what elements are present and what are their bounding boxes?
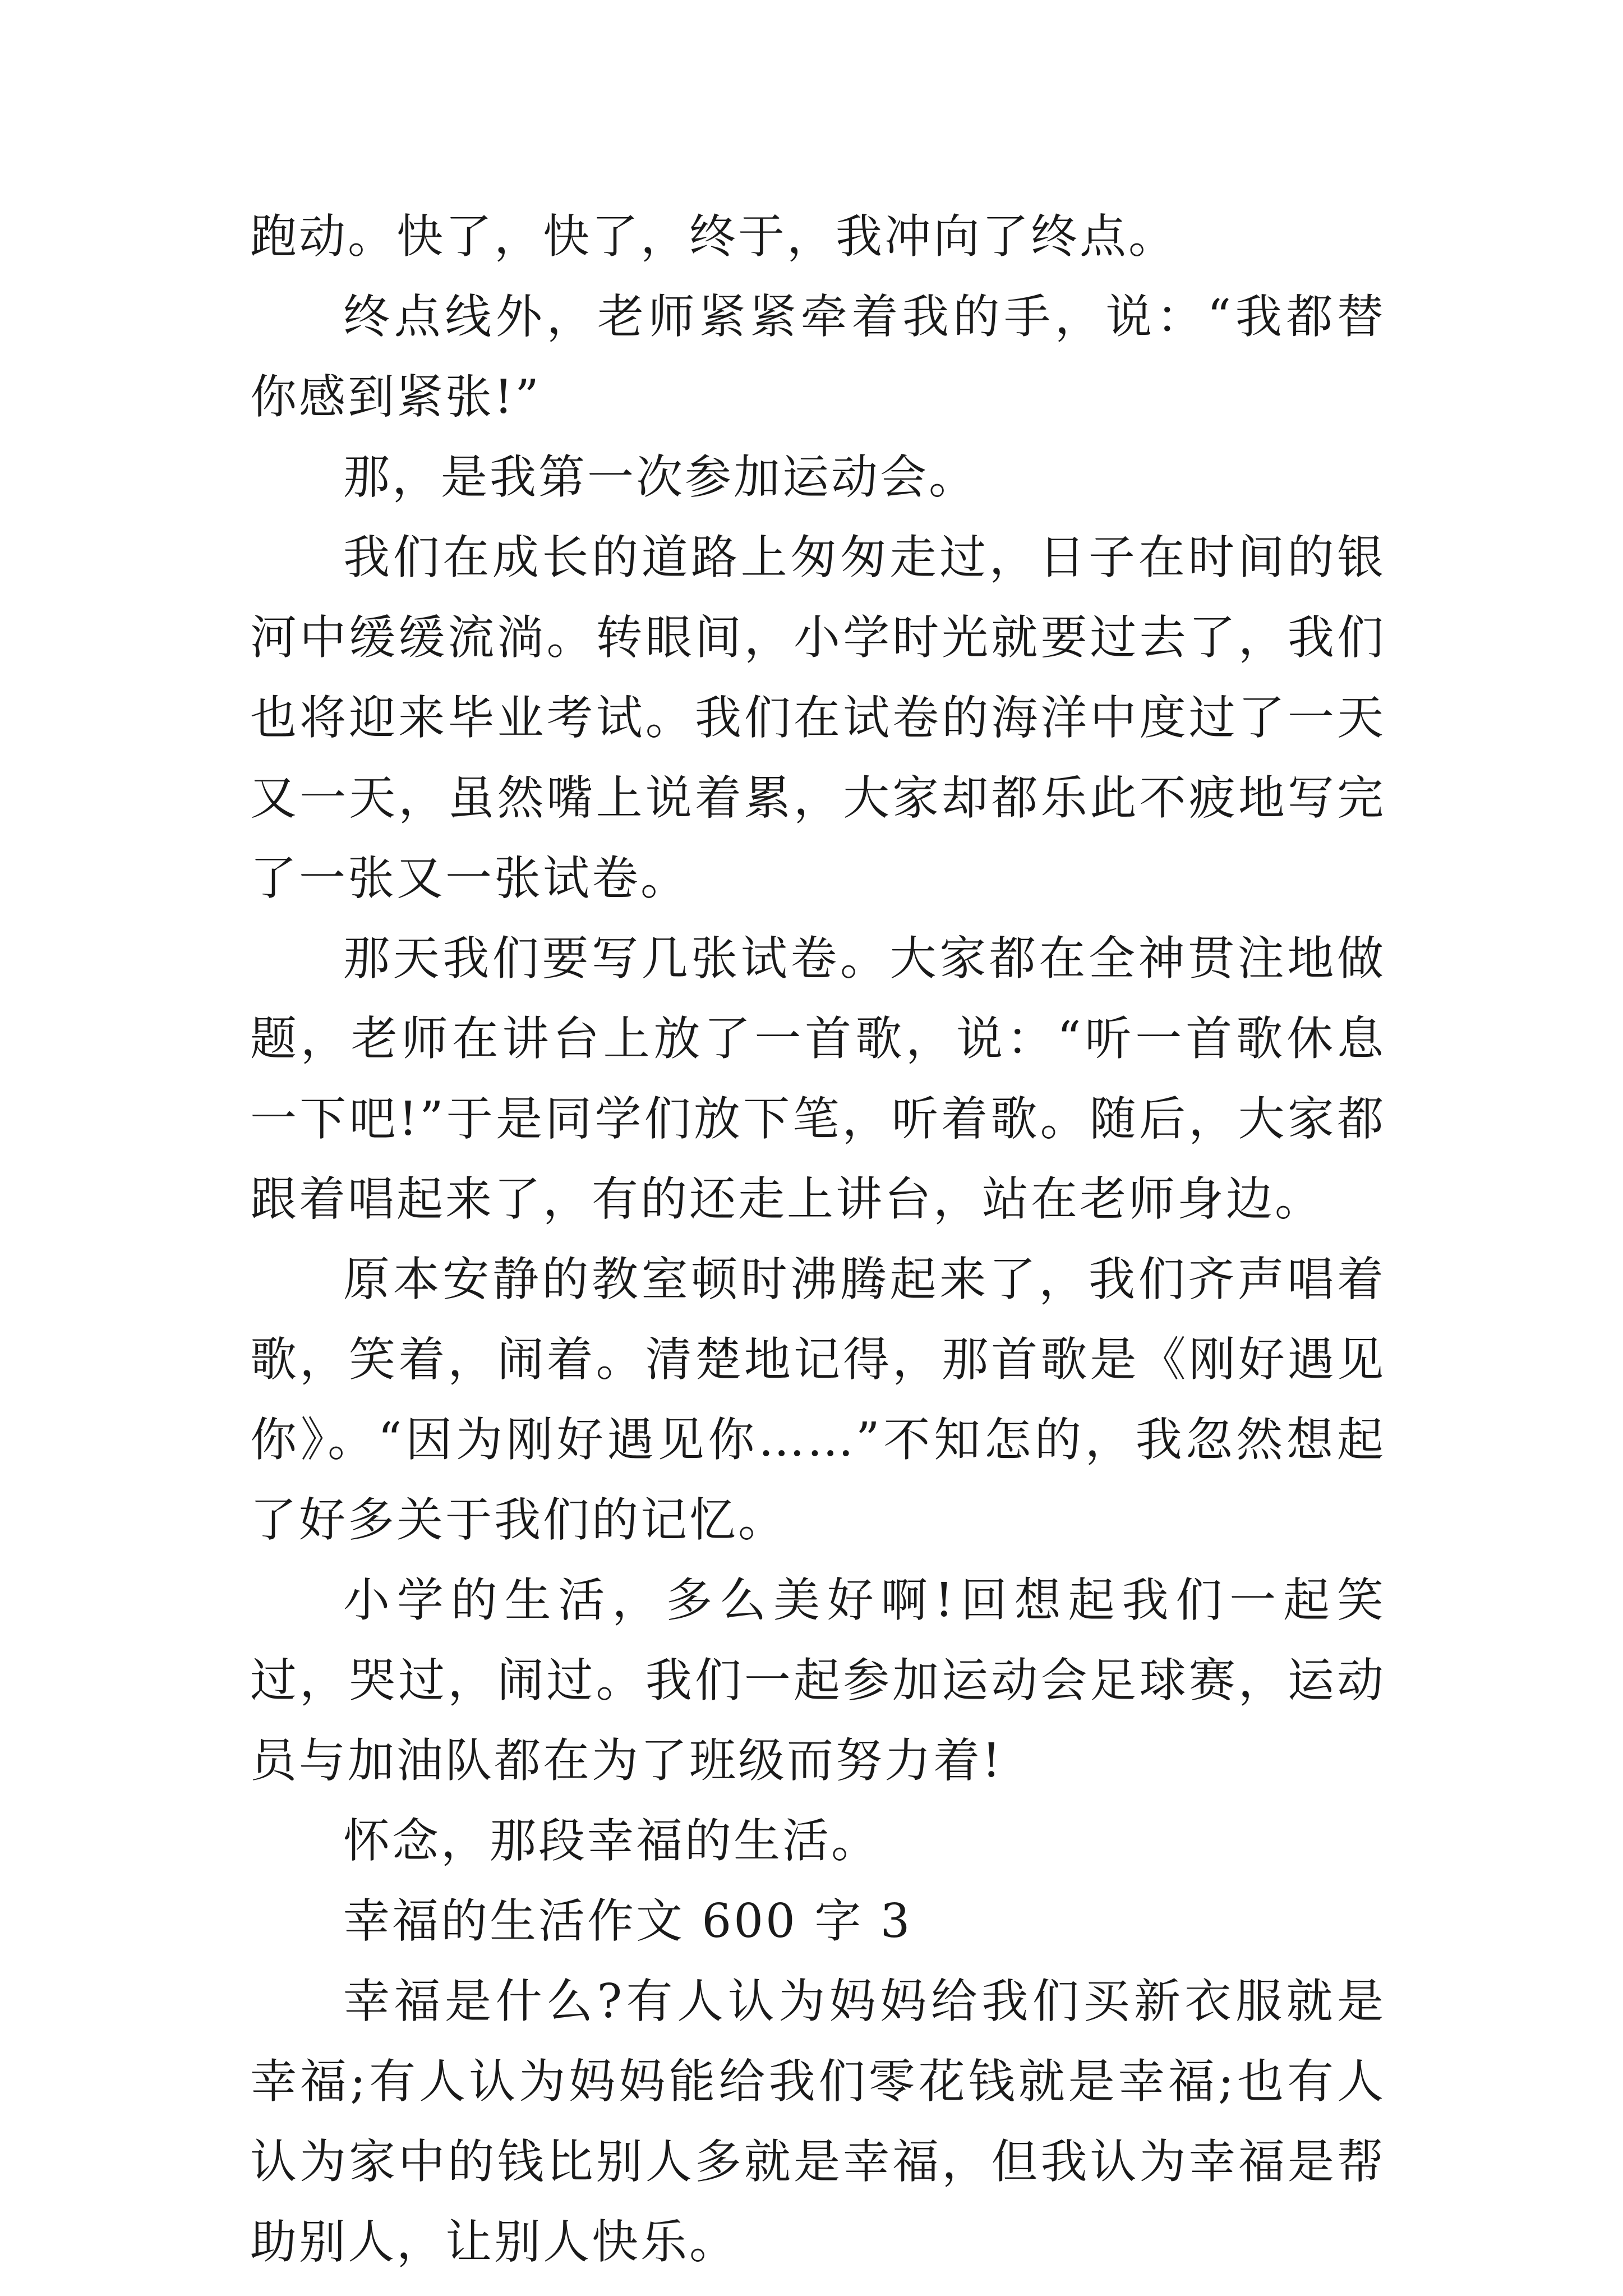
paragraph-3: 那，是我第一次参加运动会。: [343, 450, 978, 504]
paragraph-4: 我们在成长的道路上匆匆走过，日子在时间的银河中缓缓流淌。转眼间，小学时光就要过去了，我们也将迎来毕业考试。我们在试卷的海洋中度过了一天又一天，虽然嘴上说着累，大家却都乐此不疲地写完了一张又一张试卷。: [250, 530, 1386, 905]
paragraph-9: 幸福是什么?有人认为妈妈给我们买新衣服就是幸福;有人认为妈妈能给我们零花钱就是幸福;也有人认为家中的钱比别人多就是幸福，但我认为幸福是帮助别人，让别人快乐。: [250, 1974, 1386, 2269]
paragraph-8: 怀念，那段幸福的生活。: [343, 1814, 880, 1868]
paragraph-7: 小学的生活，多么美好啊!回想起我们一起笑过，哭过，闹过。我们一起参加运动会足球赛，运动员与加油队都在为了班级而努力着!: [250, 1573, 1386, 1788]
paragraph-6: 原本安静的教室顿时沸腾起来了，我们齐声唱着歌，笑着，闹着。清楚地记得，那首歌是《刚好遇见你》。“因为刚好遇见你……”不知怎的，我忽然想起了好多关于我们的记忆。: [250, 1252, 1386, 1547]
paragraph-1: 跑动。快了，快了，终于，我冲向了终点。: [250, 209, 1177, 264]
paragraph-2: 终点线外，老师紧紧牵着我的手，说：“我都替你感到紧张!”: [250, 289, 1386, 424]
section-heading: 幸福的生活作文 600 字 3: [343, 1894, 912, 1948]
article-body: [250, 196, 1386, 2282]
paragraph-5: 那天我们要写几张试卷。大家都在全神贯注地做题，老师在讲台上放了一首歌，说：“听一首歌休息一下吧!”于是同学们放下笔，听着歌。随后，大家都跟着唱起来了，有的还走上讲台，站在老师身边。: [250, 931, 1386, 1226]
